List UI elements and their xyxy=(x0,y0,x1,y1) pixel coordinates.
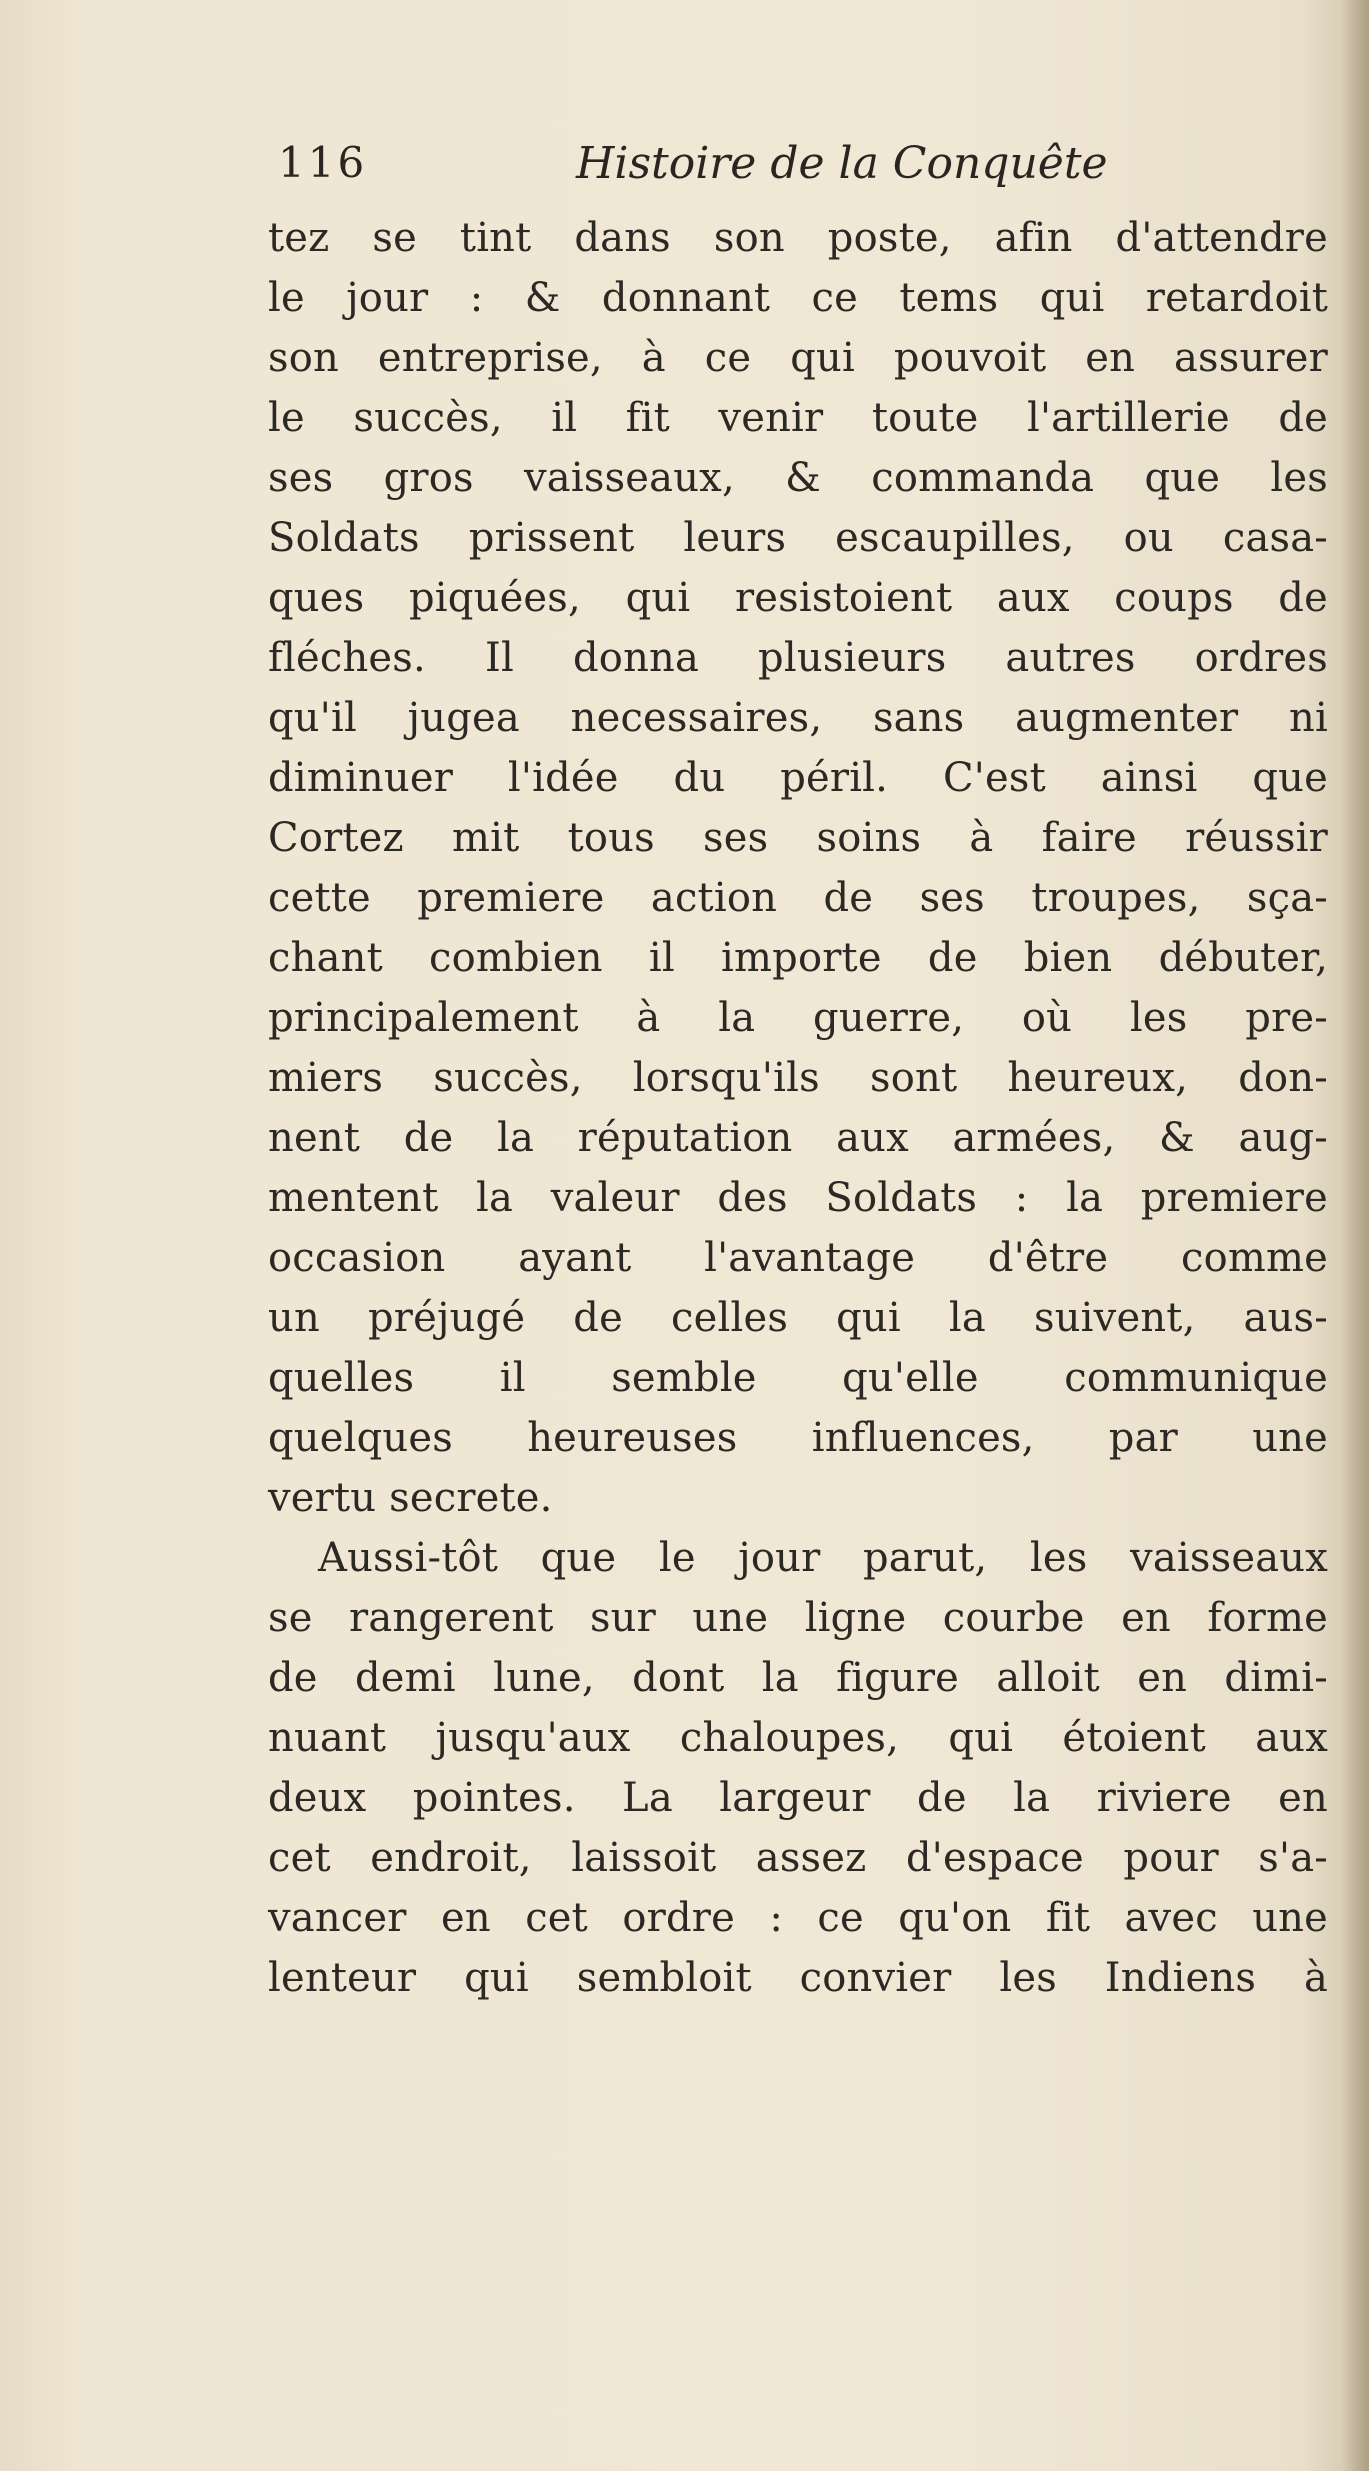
text-line: principalement à la guerre, où les pre- xyxy=(268,995,1328,1041)
text-line: Cortez mit tous ses soins à faire réussir xyxy=(268,815,1328,861)
running-title: Histoire de la Conquête xyxy=(576,138,1108,189)
text-line: cette premiere action de ses troupes, sça- xyxy=(268,875,1328,921)
page-header xyxy=(278,138,1178,208)
text-line: le succès, il fit venir toute l'artillerie de xyxy=(268,395,1328,441)
text-line: vancer en cet ordre : ce qu'on fit avec une xyxy=(268,1895,1328,1941)
text-line: cet endroit, laissoit assez d'espace pour s'a- xyxy=(268,1835,1328,1881)
body-text xyxy=(268,208,1328,2008)
text-line: quelles il semble qu'elle communique xyxy=(268,1355,1328,1401)
text-line: miers succès, lorsqu'ils sont heureux, don- xyxy=(268,1055,1328,1101)
text-line: de demi lune, dont la figure alloit en dimi- xyxy=(268,1655,1328,1701)
text-line: nuant jusqu'aux chaloupes, qui étoient aux xyxy=(268,1715,1328,1761)
text-line: fléches. Il donna plusieurs autres ordres xyxy=(268,635,1328,681)
text-line: diminuer l'idée du péril. C'est ainsi que xyxy=(268,755,1328,801)
text-line: vertu secrete. xyxy=(268,1475,553,1521)
page-number: 116 xyxy=(278,138,368,187)
text-line: ses gros vaisseaux, & commanda que les xyxy=(268,455,1328,501)
text-line: le jour : & donnant ce tems qui retardoit xyxy=(268,275,1328,321)
text-line: ques piquées, qui resistoient aux coups de xyxy=(268,575,1328,621)
text-line: occasion ayant l'avantage d'être comme xyxy=(268,1235,1328,1281)
page-gutter-shadow xyxy=(1341,0,1369,2471)
text-line: Soldats prissent leurs escaupilles, ou casa- xyxy=(268,515,1328,561)
text-line: quelques heureuses influences, par une xyxy=(268,1415,1328,1461)
text-line: deux pointes. La largeur de la riviere en xyxy=(268,1775,1328,1821)
text-line: se rangerent sur une ligne courbe en forme xyxy=(268,1595,1328,1641)
text-line: tez se tint dans son poste, afin d'attendre xyxy=(268,215,1328,261)
text-line: chant combien il importe de bien débuter, xyxy=(268,935,1328,981)
text-line: un préjugé de celles qui la suivent, aus- xyxy=(268,1295,1328,1341)
text-line: lenteur qui sembloit convier les Indiens à xyxy=(268,1955,1328,2001)
text-line: son entreprise, à ce qui pouvoit en assurer xyxy=(268,335,1328,381)
text-line: mentent la valeur des Soldats : la premiere xyxy=(268,1175,1328,1221)
text-line: nent de la réputation aux armées, & aug- xyxy=(268,1115,1328,1161)
text-line-paragraph-start: Aussi-tôt que le jour parut, les vaisseaux xyxy=(318,1535,1328,1581)
text-line: qu'il jugea necessaires, sans augmenter ni xyxy=(268,695,1328,741)
